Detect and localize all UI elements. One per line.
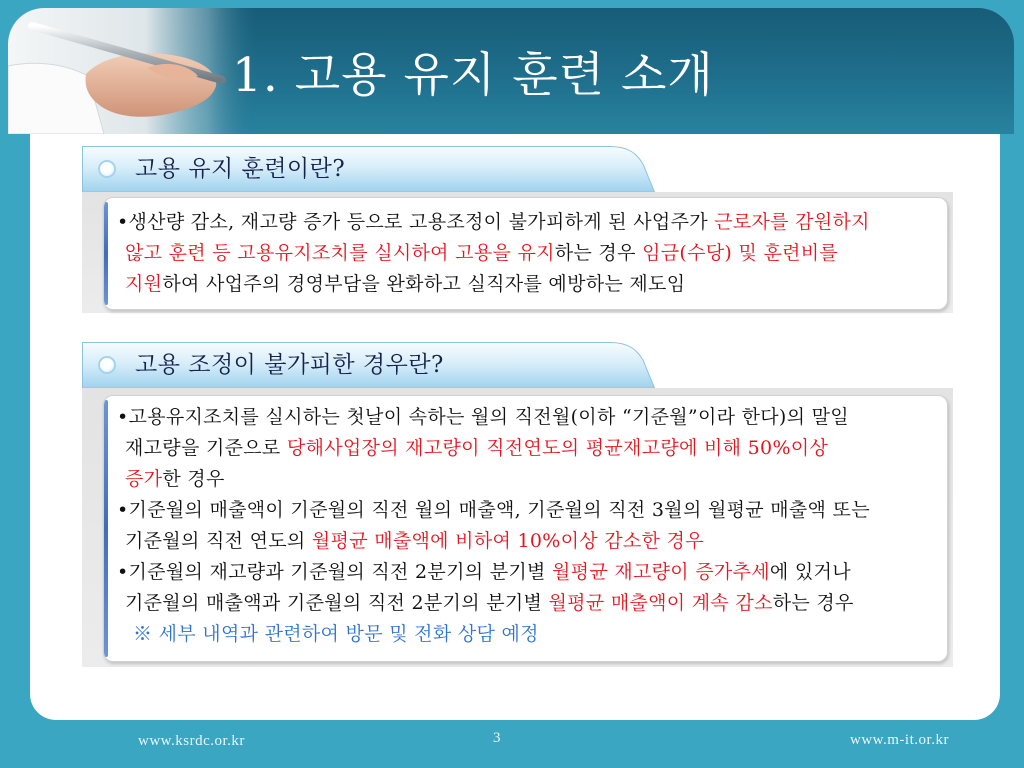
section-panel [82, 388, 953, 667]
highlight-text: 임금(수당) 및 훈련비를 [642, 242, 839, 264]
continuation-line [117, 464, 943, 495]
section-tab [82, 342, 655, 388]
text-segment: •기준월의 매출액이 기준월의 직전 월의 매출액, 기준월의 직전 3월의 월평균 매출액 또는 [117, 499, 870, 521]
bullet-line [117, 557, 943, 588]
text-segment: •생산량 감소, 재고량 증가 등으로 고용조정이 불가피하게 된 사업주가 [117, 211, 715, 233]
card-accent-bar [104, 202, 108, 305]
continuation-line [117, 238, 943, 269]
circle-bullet-icon [98, 356, 116, 374]
text-segment: 재고량을 기준으로 [125, 437, 287, 459]
highlight-text: 증가 [125, 468, 163, 490]
slide-title: 1. 고용 유지 훈련 소개 [232, 48, 714, 103]
highlight-text: 월평균 매출액에 비하여 10%이상 감소한 경우 [311, 530, 704, 552]
highlight-text: 당해사업장의 재고량이 직전연도의 평균재고량에 비해 50%이상 [286, 437, 829, 459]
continuation-line [117, 433, 943, 464]
text-segment: 기준월의 직전 연도의 [125, 530, 312, 552]
section-tab [82, 146, 655, 192]
highlight-text: 지원 [125, 273, 163, 295]
slide-header [8, 8, 1014, 134]
highlight-text: 근로자를 감원하지 [714, 211, 870, 233]
continuation-line [117, 526, 943, 557]
footer-left-url: www.ksrdc.or.kr [138, 733, 245, 749]
card-accent-bar [104, 400, 108, 657]
section-panel [82, 192, 953, 313]
bullet-line [117, 207, 943, 238]
circle-bullet-icon [98, 160, 116, 178]
section-body-text [117, 402, 943, 650]
text-segment: 한 경우 [162, 468, 225, 490]
section-body-text [117, 207, 943, 300]
footer-right-url: www.m-it.or.kr [850, 732, 949, 748]
text-segment: 하는 경우 [772, 592, 854, 614]
bullet-line [117, 402, 943, 433]
highlight-text: 월평균 매출액이 계속 감소 [548, 592, 773, 614]
section-heading: 고용 유지 훈련이란? [135, 156, 346, 182]
text-segment: 에 있거나 [769, 561, 851, 583]
text-card [103, 197, 948, 310]
text-segment: •기준월의 재고량과 기준월의 직전 2분기의 분기별 [117, 561, 553, 583]
text-segment: 하는 경우 [554, 242, 643, 264]
highlight-text: 않고 훈련 등 고용유지조치를 실시하여 고용을 유지 [125, 242, 555, 264]
bullet-line [117, 495, 943, 526]
consultation-note: ※ 세부 내역과 관련하여 방문 및 전화 상담 예정 [133, 623, 539, 645]
text-segment: 하여 사업주의 경영부담을 완화하고 실직자를 예방하는 제도임 [162, 273, 686, 295]
continuation-line [117, 269, 943, 300]
highlight-text: 월평균 재고량이 증가추세 [552, 561, 770, 583]
continuation-line [117, 588, 943, 619]
hand-with-pen-image [8, 8, 258, 134]
section-heading: 고용 조정이 불가피한 경우란? [135, 352, 444, 378]
text-card [103, 395, 948, 662]
text-segment: 기준월의 매출액과 기준월의 직전 2분기의 분기별 [125, 592, 549, 614]
page-number: 3 [493, 730, 501, 746]
text-segment: •고용유지조치를 실시하는 첫날이 속하는 월의 직전월(이하 “기준월”이라 한다)의 말일 [117, 406, 849, 428]
